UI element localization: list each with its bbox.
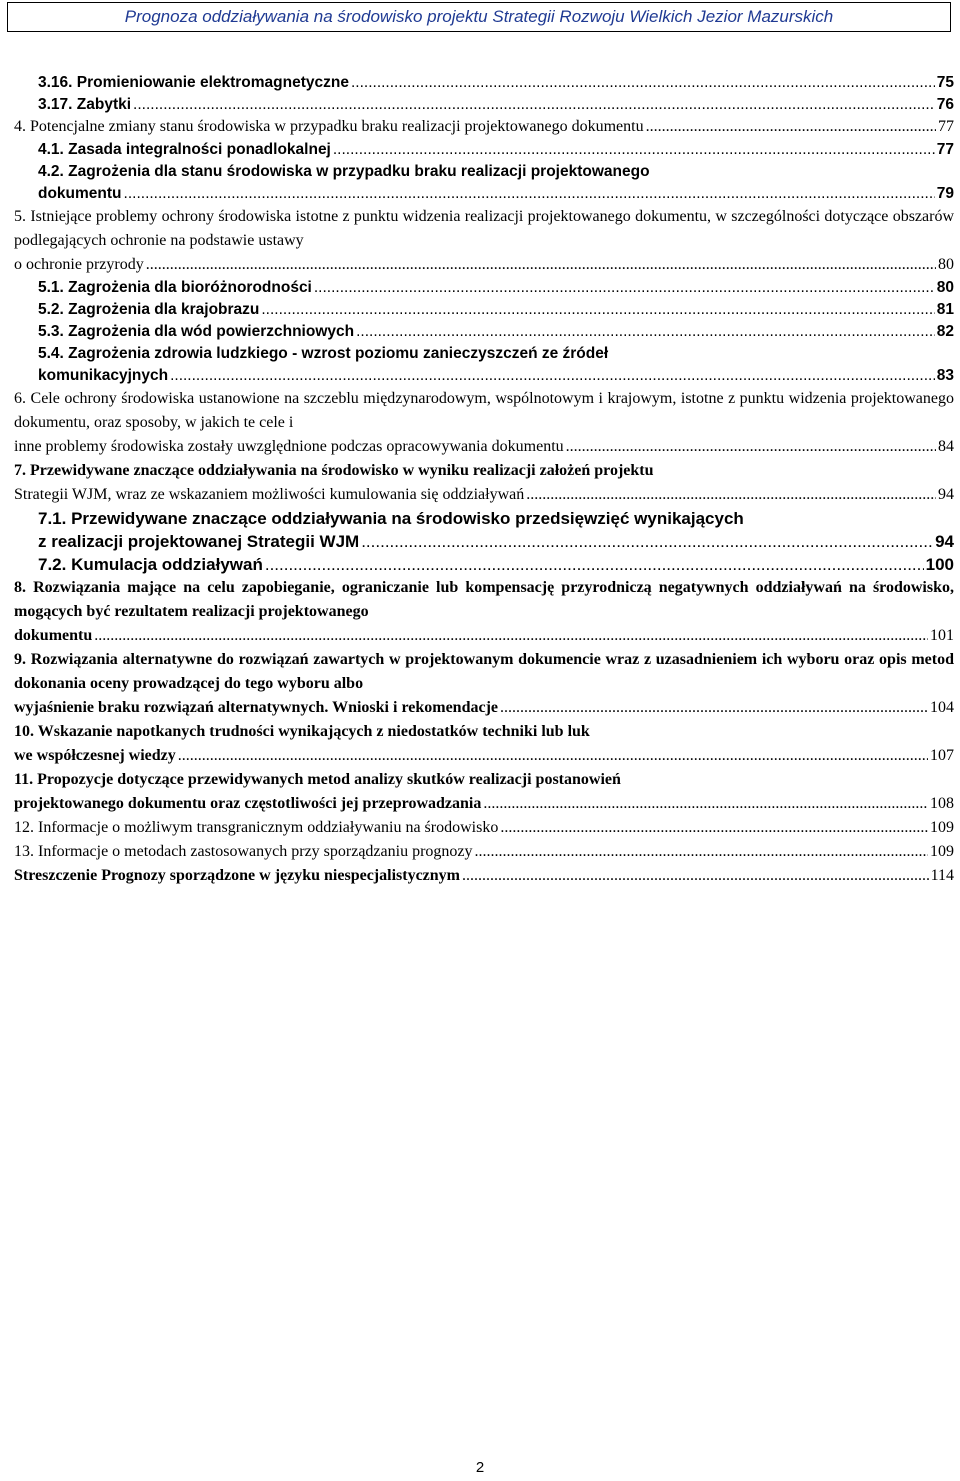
running-header	[7, 2, 951, 32]
toc-entry-lead: 8. Rozwiązania mające na celu zapobieganie, ograniczanie lub kompensację przyrodniczą negatywnych oddziaływań na środowisko, mogących być rezultatem realizacji projektowanego	[14, 579, 954, 620]
toc-entry-page: 75	[936, 74, 954, 91]
toc-entry-title: 3.17. Zabytki	[38, 96, 132, 113]
toc-entry-page: 81	[936, 301, 954, 318]
toc-entry[interactable]	[14, 299, 958, 321]
toc-entry-page: 77	[936, 141, 954, 158]
toc-entry-page: 114	[930, 867, 954, 884]
toc-entry[interactable]	[14, 139, 958, 161]
header-title: Prognoza oddziaływania na środowisko projektu Strategii Rozwoju Wielkich Jezior Mazurskich	[124, 7, 834, 26]
toc-entry-page: 77	[938, 118, 954, 135]
toc-entry-page: 80	[938, 256, 954, 273]
page-number: 2	[475, 1459, 485, 1476]
toc-entry-page: 109	[930, 819, 954, 836]
toc-entry-title: dokumentu	[14, 627, 93, 644]
toc-entry[interactable]	[14, 94, 958, 116]
toc-entry-title: 3.16. Promieniowanie elektromagnetyczne	[38, 74, 349, 91]
toc-entry-page: 109	[930, 843, 954, 860]
toc-entry[interactable]	[14, 459, 958, 507]
toc-entry[interactable]	[14, 161, 958, 205]
toc-entry-lead: 7. Przewidywane znaczące oddziaływania na środowisko w wyniku realizacji założeń projektu	[14, 462, 654, 479]
toc-entry-page: 80	[936, 279, 954, 296]
toc-entry[interactable]	[14, 387, 958, 459]
toc-entry[interactable]	[14, 864, 958, 888]
toc-entry-page: 84	[938, 438, 954, 455]
toc-entry-page: 82	[936, 323, 954, 340]
toc-entry-title: 5.1. Zagrożenia dla bioróżnorodności	[38, 279, 312, 296]
toc-entry-title: projektowanego dokumentu oraz częstotliwości jej przeprowadzania	[14, 795, 482, 812]
toc-entry[interactable]	[14, 507, 958, 553]
toc-entry-page: 76	[936, 96, 954, 113]
toc-entry-title: Strategii WJM, wraz ze wskazaniem możliwości kumulowania się oddziaływań	[14, 486, 525, 503]
toc-entry-lead: 5. Istniejące problemy ochrony środowiska istotne z punktu widzenia realizacji projektowanego dokumentu, w szczególności dotyczące obszarów podlegających ochronie na podstawie ustawy	[14, 208, 954, 249]
toc-entry[interactable]	[14, 277, 958, 299]
toc-entry-page: 100	[925, 555, 954, 574]
toc-entry-title: wyjaśnienie braku rozwiązań alternatywnych. Wnioski i rekomendacje	[14, 699, 499, 716]
toc-entry-title: z realizacji projektowanej Strategii WJM	[38, 532, 360, 551]
table-of-contents	[14, 70, 958, 888]
toc-entry[interactable]	[14, 720, 958, 768]
toc-entry[interactable]	[14, 840, 958, 864]
toc-entry-page: 101	[930, 627, 954, 644]
toc-entry-lead: 7.1. Przewidywane znaczące oddziaływania na środowisko przedsięwzięć wynikających	[38, 509, 744, 528]
toc-entry[interactable]	[14, 576, 958, 648]
toc-entry-title: 5.3. Zagrożenia dla wód powierzchniowych	[38, 323, 355, 340]
toc-entry-title: o ochronie przyrody	[14, 256, 144, 273]
toc-entry-title: 5.2. Zagrożenia dla krajobrazu	[38, 301, 260, 318]
toc-entry[interactable]	[14, 321, 958, 343]
toc-entry-page: 108	[930, 795, 954, 812]
toc-entry[interactable]	[14, 648, 958, 720]
toc-entry-title: komunikacyjnych	[38, 367, 169, 384]
toc-entry[interactable]	[14, 768, 958, 816]
toc-entry-page: 104	[930, 699, 954, 716]
toc-entry-title: inne problemy środowiska zostały uwzględnione podczas opracowywania dokumentu	[14, 438, 564, 455]
toc-entry-page: 83	[936, 367, 954, 384]
toc-entry-lead: 4.2. Zagrożenia dla stanu środowiska w przypadku braku realizacji projektowanego	[38, 163, 650, 180]
toc-entry[interactable]	[14, 115, 958, 139]
toc-entry-title: 4.1. Zasada integralności ponadlokalnej	[38, 141, 331, 158]
toc-entry-page: 79	[936, 185, 954, 202]
toc-entry-page: 107	[930, 747, 954, 764]
toc-entry-lead: 5.4. Zagrożenia zdrowia ludzkiego - wzrost poziomu zanieczyszczeń ze źródeł	[38, 345, 609, 362]
toc-entry-lead: 10. Wskazanie napotkanych trudności wynikających z niedostatków techniki lub luk	[14, 723, 590, 740]
toc-entry-page: 94	[938, 486, 954, 503]
toc-entry-title: Streszczenie Prognozy sporządzone w języku niespecjalistycznym	[14, 867, 460, 884]
toc-entry-title: 7.2. Kumulacja oddziaływań	[38, 555, 263, 574]
toc-entry[interactable]	[14, 72, 958, 94]
toc-entry-title: we współczesnej wiedzy	[14, 747, 176, 764]
toc-entry[interactable]	[14, 343, 958, 387]
toc-entry-title: 13. Informacje o metodach zastosowanych przy sporządzaniu prognozy	[14, 843, 473, 860]
toc-entry[interactable]	[14, 816, 958, 840]
toc-entry-lead: 9. Rozwiązania alternatywne do rozwiązań zawartych w projektowanym dokumencie wraz z uzasadnieniem ich wyboru oraz opis metod dokonania oceny prowadzącej do tego wyboru albo	[14, 651, 954, 692]
toc-entry-title: 4. Potencjalne zmiany stanu środowiska w przypadku braku realizacji projektowanego dokumentu	[14, 118, 644, 135]
toc-entry[interactable]	[14, 205, 958, 277]
toc-entry-page: 94	[935, 532, 954, 551]
toc-entry[interactable]	[14, 553, 958, 576]
toc-entry-title: dokumentu	[38, 185, 122, 202]
toc-entry-lead: 6. Cele ochrony środowiska ustanowione na szczeblu międzynarodowym, wspólnotowym i krajowym, istotne z punktu widzenia projektowanego dokumentu, oraz sposoby, w jakich te cele i	[14, 390, 954, 431]
toc-entry-title: 12. Informacje o możliwym transgranicznym oddziaływaniu na środowisko	[14, 819, 499, 836]
toc-entry-lead: 11. Propozycje dotyczące przewidywanych metod analizy skutków realizacji postanowień	[14, 771, 621, 788]
